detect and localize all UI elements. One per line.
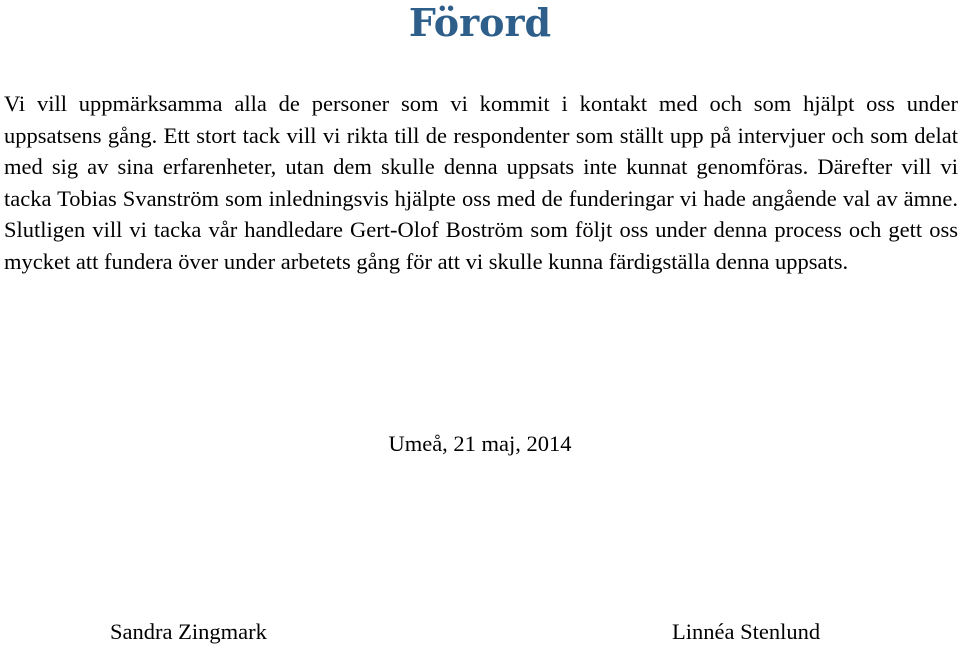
place-date: Umeå, 21 maj, 2014 [388, 431, 572, 456]
page-title: Förord [408, 0, 552, 45]
acknowledgement-paragraph: Vi vill uppmärksamma alla de personer som vi kommit i kontakt med och som hjälpt oss under uppsatsens gång. Ett stort tack vill vi rikta till de respondenter som ställt upp på intervjuer och som delat med sig av sina erfarenheter, utan dem skulle denna uppsats inte kunnat genomföras. Därefter vill vi tacka Tobias Svanström som inledningsvis hjälpte oss med de funderingar vi hade angående val av ämne. Slutligen vill vi tacka vår handledare Gert-Olof Boström som följt oss under denna process och gett oss mycket att fundera över under arbetets gång för att vi skulle kunna färdigställa denna uppsats. [4, 91, 958, 274]
signature-right: Linnéa Stenlund [672, 619, 821, 644]
signature-left: Sandra Zingmark [110, 619, 267, 644]
